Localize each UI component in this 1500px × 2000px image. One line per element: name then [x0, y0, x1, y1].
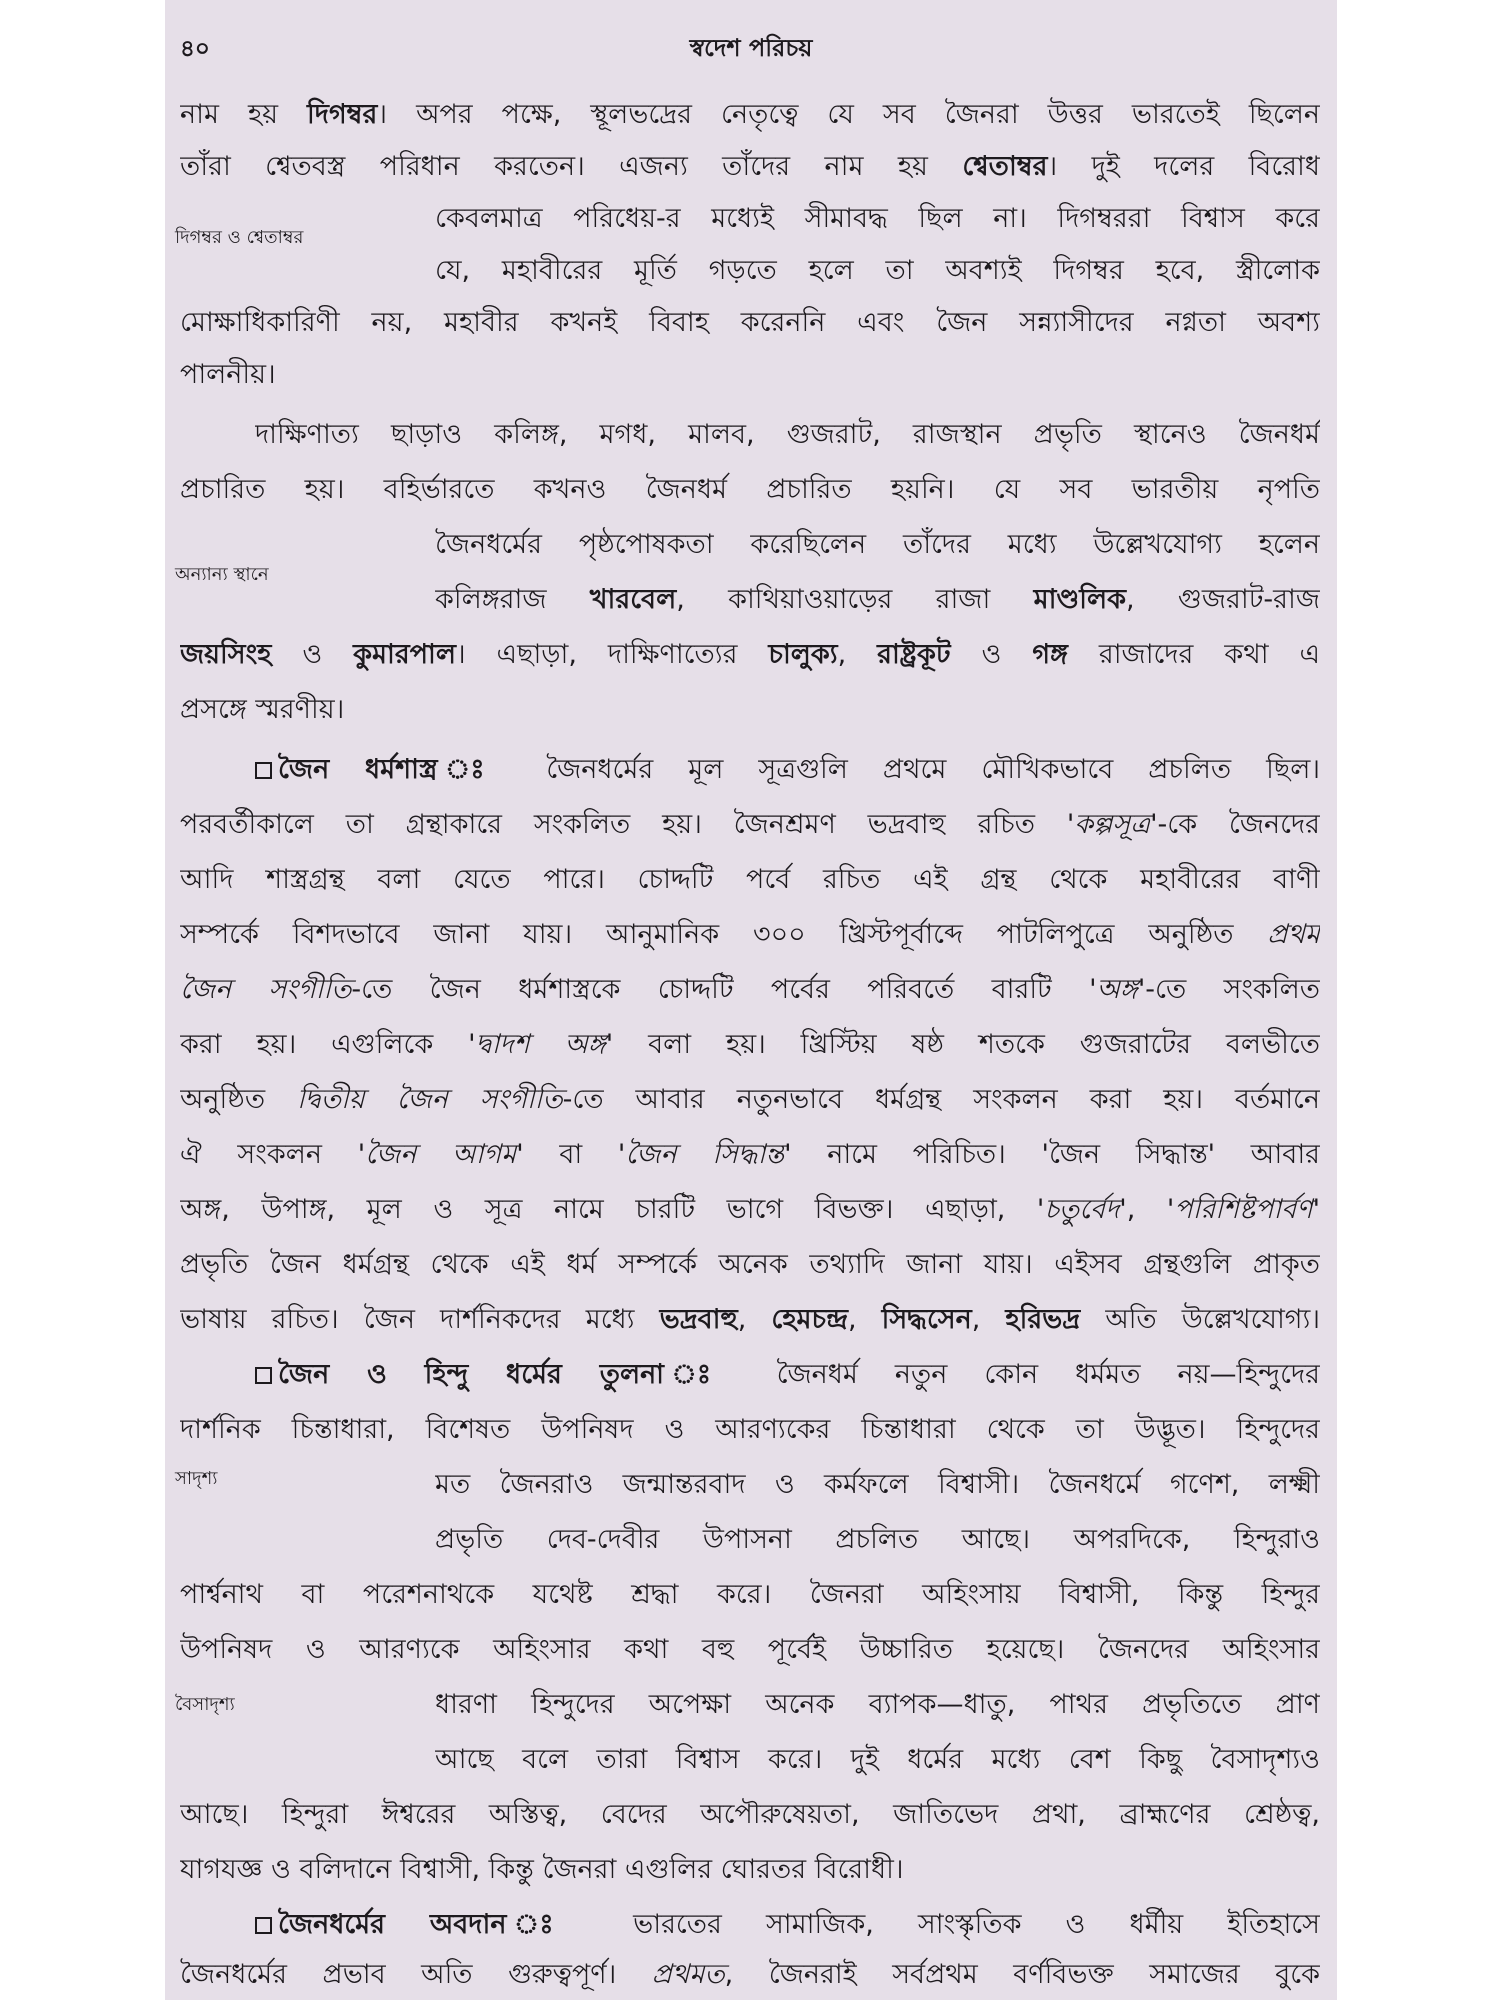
text-line: প্রভৃতি দেব-দেবীর উপাসনা প্রচলিত আছে। অপরদিকে, হিন্দুরাও: [435, 1524, 1320, 1555]
margin-note-other-places: অন্যান্য স্থানে: [175, 564, 269, 585]
section-heading-line: জৈনধর্মের অবদান ঃ ভারতের সামাজিক, সাংস্কৃতিক ও ধর্মীয় ইতিহাসে: [255, 1905, 1320, 1945]
text-line: দাক্ষিণাত্য ছাড়াও কলিঙ্গ, মগধ, মালব, গুজরাট, রাজস্থান প্রভৃতি স্থানেও জৈনধর্ম: [255, 419, 1320, 450]
section-heading-line: জৈন ও হিন্দু ধর্মের তুলনা ঃ জৈনধর্ম নতুন কোন ধর্মমত নয়—হিন্দুদের: [255, 1355, 1320, 1395]
text-line: প্রভৃতি জৈন ধর্মগ্রন্থ থেকে এই ধর্ম সম্পর্কে অনেক তথ্যাদি জানা যায়। এইসব গ্রন্থগুলি প্রাকৃত: [180, 1249, 1320, 1280]
text-line: করা হয়। এগুলিকে 'দ্বাদশ অঙ্গ' বলা হয়। খ্রিস্টিয় ষষ্ঠ শতকে গুজরাটের বলভীতে: [180, 1029, 1320, 1060]
text-line: প্রচারিত হয়। বহির্ভারতে কখনও জৈনধর্ম প্রচারিত হয়নি। যে সব ভারতীয় নৃপতি: [180, 474, 1320, 505]
text-line: জৈনধর্মের প্রভাব অতি গুরুত্বপূর্ণ। প্রথমত, জৈনরাই সর্বপ্রথম বর্ণবিভক্ত সমাজের বুকে: [180, 1959, 1320, 1990]
margin-note-similarity: সাদৃশ্য: [175, 1468, 218, 1489]
text-line: যে, মহাবীরের মূর্তি গড়তে হলে তা অবশ্যই দিগম্বর হবে, স্ত্রীলোক: [435, 255, 1320, 286]
text-line: আছে বলে তারা বিশ্বাস করে। দুই ধর্মের মধ্যে বেশ কিছু বৈসাদৃশ্যও: [435, 1744, 1320, 1775]
text-line: পালনীয়।: [180, 359, 276, 390]
checkbox-square-icon: [255, 1367, 272, 1384]
text-line: কলিঙ্গরাজ খারবেল, কাথিয়াওয়াড়ের রাজা মাণ্ডলিক, গুজরাট-রাজ: [435, 584, 1320, 615]
checkbox-square-icon: [255, 1917, 272, 1934]
section-heading-line: জৈন ধর্মশাস্ত্র ঃ জৈনধর্মের মূল সূত্রগুলি প্রথমে মৌখিকভাবে প্রচলিত ছিল।: [255, 750, 1320, 790]
text-line: তাঁরা শ্বেতবস্ত্র পরিধান করতেন। এজন্য তাঁদের নাম হয় শ্বেতাম্বর। দুই দলের বিরোধ: [180, 151, 1320, 182]
text-line: ঐ সংকলন 'জৈন আগম' বা 'জৈন সিদ্ধান্ত' নামে পরিচিত। 'জৈন সিদ্ধান্ত' আবার: [180, 1139, 1320, 1170]
text-line: যাগযজ্ঞ ও বলিদানে বিশ্বাসী, কিন্তু জৈনরা এগুলির ঘোরতর বিরোধী।: [180, 1854, 904, 1885]
text-line: অঙ্গ, উপাঙ্গ, মূল ও সূত্র নামে চারটি ভাগে বিভক্ত। এছাড়া, 'চতুর্বেদ', 'পরিশিষ্টপার্বণ': [180, 1194, 1320, 1225]
text-line: আদি শাস্ত্রগ্রন্থ বলা যেতে পারে। চোদ্দটি পর্বে রচিত এই গ্রন্থ থেকে মহাবীরের বাণী: [180, 864, 1320, 895]
text-line: জৈনধর্মের পৃষ্ঠপোষকতা করেছিলেন তাঁদের মধ্যে উল্লেখযোগ্য হলেন: [435, 529, 1320, 560]
text-line: জৈন সংগীতি-তে জৈন ধর্মশাস্ত্রকে চোদ্দটি পর্বের পরিবর্তে বারটি 'অঙ্গ'-তে সংকলিত: [180, 974, 1320, 1005]
text-line: সম্পর্কে বিশদভাবে জানা যায়। আনুমানিক ৩০০ খ্রিস্টপূর্বাব্দে পাটলিপুত্রে অনুষ্ঠিত প্রথম: [180, 919, 1320, 950]
book-page: [165, 0, 1337, 2000]
text-line: ভাষায় রচিত। জৈন দার্শনিকদের মধ্যে ভদ্রবাহু, হেমচন্দ্র, সিদ্ধসেন, হরিভদ্র অতি উল্লেখযোগ্য।: [180, 1304, 1320, 1335]
text-line: আছে। হিন্দুরা ঈশ্বরের অস্তিত্ব, বেদের অপৌরুষেয়তা, জাতিভেদ প্রথা, ব্রাহ্মণের শ্রেষ্ঠত্ব,: [180, 1799, 1320, 1830]
running-header-title: স্বদেশ পরিচয়: [689, 34, 813, 62]
text-line: নাম হয় দিগম্বর। অপর পক্ষে, স্থূলভদ্রের নেতৃত্বে যে সব জৈনরা উত্তর ভারতেই ছিলেন: [180, 99, 1320, 130]
text-line: দার্শনিক চিন্তাধারা, বিশেষত উপনিষদ ও আরণ্যকের চিন্তাধারা থেকে তা উদ্ভূত। হিন্দুদের: [180, 1414, 1320, 1445]
text-line: পার্শ্বনাথ বা পরেশনাথকে যথেষ্ট শ্রদ্ধা করে। জৈনরা অহিংসায় বিশ্বাসী, কিন্তু হিন্দুর: [180, 1579, 1320, 1610]
text-line: অনুষ্ঠিত দ্বিতীয় জৈন সংগীতি-তে আবার নতুনভাবে ধর্মগ্রন্থ সংকলন করা হয়। বর্তমানে: [180, 1084, 1320, 1115]
page-number: ৪০: [180, 36, 210, 62]
text-line: জয়সিংহ ও কুমারপাল। এছাড়া, দাক্ষিণাত্যের চালুক্য, রাষ্ট্রকূট ও গঙ্গ রাজাদের কথা এ: [180, 639, 1320, 670]
text-line: মত জৈনরাও জন্মান্তরবাদ ও কর্মফলে বিশ্বাসী। জৈনধর্মে গণেশ, লক্ষ্মী: [435, 1469, 1320, 1500]
text-line: উপনিষদ ও আরণ্যকে অহিংসার কথা বহু পূর্বেই উচ্চারিত হয়েছে। জৈনদের অহিংসার: [180, 1634, 1320, 1665]
text-line: প্রসঙ্গে স্মরণীয়।: [180, 694, 345, 725]
text-line: মোক্ষাধিকারিণী নয়, মহাবীর কখনই বিবাহ করেননি এবং জৈন সন্ন্যাসীদের নগ্নতা অবশ্য: [180, 307, 1320, 338]
text-line: কেবলমাত্র পরিধেয়-র মধ্যেই সীমাবদ্ধ ছিল না। দিগম্বররা বিশ্বাস করে: [435, 203, 1320, 234]
text-line: পরবর্তীকালে তা গ্রন্থাকারে সংকলিত হয়। জৈনশ্রমণ ভদ্রবাহু রচিত 'কল্পসূত্র'-কে জৈনদের: [180, 809, 1320, 840]
margin-note-dissimilarity: বৈসাদৃশ্য: [175, 1694, 235, 1715]
margin-note-digambar: দিগম্বর ও শ্বেতাম্বর: [175, 227, 304, 248]
checkbox-square-icon: [255, 762, 272, 779]
text-line: ধারণা হিন্দুদের অপেক্ষা অনেক ব্যাপক—ধাতু, পাথর প্রভৃতিতে প্রাণ: [435, 1689, 1320, 1720]
